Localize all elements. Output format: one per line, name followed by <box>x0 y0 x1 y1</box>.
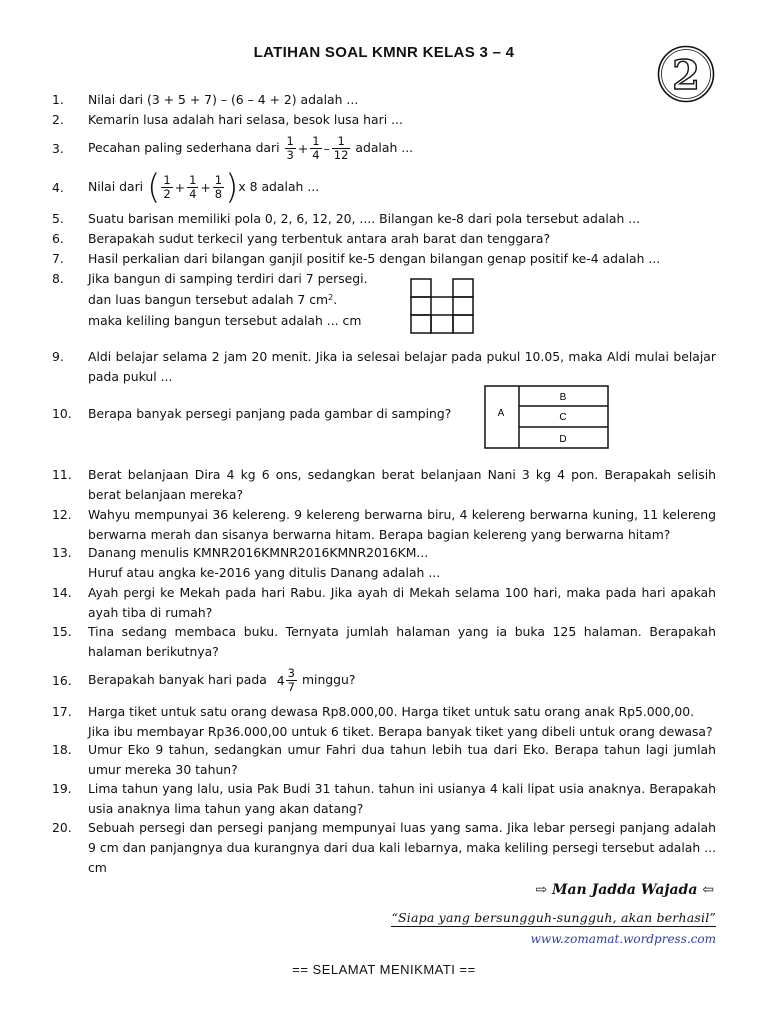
question-text: Sebuah persegi dan persegi panjang mempunyai luas yang sama. Jika lebar persegi panjang adalah 9 cm dan panjangnya dua kurangnya dari dua kali lebarnya, maka keliling persegi tersebut adalah ... cm <box>88 820 717 875</box>
question-text: Berapakah sudut terkecil yang terbentuk antara arah barat dan tenggara? <box>88 231 551 246</box>
question-number: 13. <box>52 545 72 560</box>
rectangles-figure <box>484 385 610 449</box>
question-13 <box>52 543 716 583</box>
question-number: 10. <box>52 406 72 421</box>
seven-squares-figure <box>410 278 474 335</box>
question-line: Harga tiket untuk satu orang dewasa Rp8.000,00. Harga tiket untuk satu orang anak Rp5.000,00. <box>88 704 695 719</box>
question-10 <box>52 404 716 424</box>
question-text: Pecahan paling sederhana dari <box>88 140 280 155</box>
question-line: Jika ibu membayar Rp36.000,00 untuk 6 tiket. Berapa banyak tiket yang dibeli untuk orang dewasa? <box>88 724 713 739</box>
question-9 <box>52 347 716 387</box>
question-number: 4. <box>52 180 64 195</box>
figure-label-c: C <box>559 412 567 423</box>
question-number: 5. <box>52 211 64 226</box>
question-14 <box>52 583 716 623</box>
question-19 <box>52 779 716 819</box>
question-15 <box>52 622 716 662</box>
question-number: 2. <box>52 112 64 127</box>
question-number: 19. <box>52 781 72 796</box>
fraction: $\frac{1}{12}$ <box>333 134 349 162</box>
website-link[interactable]: www.zomamat.wordpress.com <box>530 932 716 946</box>
closing-text: == SELAMAT MENIKMATI == <box>292 962 476 977</box>
question-line: Huruf atau angka ke-2016 yang ditulis Danang adalah ... <box>88 565 441 580</box>
question-number: 6. <box>52 231 64 246</box>
question-line: maka keliling bangun tersebut adalah ... cm <box>88 313 362 328</box>
question-number: 15. <box>52 624 72 639</box>
question-text: Hasil perkalian dari bilangan ganjil positif ke-5 dengan bilangan genap positif ke-4 adalah ... <box>88 251 661 266</box>
question-6 <box>52 229 716 249</box>
question-text-end: adalah ... <box>355 140 414 155</box>
question-17 <box>52 702 716 742</box>
question-18 <box>52 740 716 780</box>
question-number: 7. <box>52 251 64 266</box>
question-number: 8. <box>52 271 64 286</box>
question-text: Suatu barisan memiliki pola 0, 2, 6, 12, 20, .... Bilangan ke-8 dari pola tersebut adalah ... <box>88 211 641 226</box>
question-number: 14. <box>52 585 72 600</box>
question-2 <box>52 110 716 130</box>
question-text-end: x 8 adalah ... <box>238 179 320 194</box>
fraction: $\frac{1}{2}$ <box>163 173 171 201</box>
superscript: 2 <box>328 293 334 302</box>
question-number: 11. <box>52 467 72 482</box>
mixed-number-whole: 4 <box>276 672 285 688</box>
question-number: 16. <box>52 673 72 688</box>
question-16 <box>52 662 716 699</box>
question-7 <box>52 249 716 269</box>
fraction: $\frac{1}{3}$ <box>286 134 294 162</box>
question-text: Lima tahun yang lalu, usia Pak Budi 31 tahun. tahun ini usianya 4 kali lipat usia anaknya. Berapakah usia anaknya lima tahun yang akan datang? <box>88 781 716 816</box>
figure-label-d: D <box>559 434 567 445</box>
figure-label-b: B <box>559 392 567 403</box>
question-number: 3. <box>52 141 64 156</box>
page-title: LATIHAN SOAL KMNR KELAS 3 – 4 <box>253 44 515 61</box>
question-text: Aldi belajar selama 2 jam 20 menit. Jika ia selesai belajar pada pukul 10.05, maka Aldi mulai belajar pada pukul ... <box>88 349 716 384</box>
question-3: 3. Pecahan paling sederhana dari $\frac{1}{3}$ + $\frac{1}{4}$ – $\frac{1}{12}$ adalah ... <box>52 134 414 162</box>
question-text: Tina sedang membaca buku. Ternyata jumlah halaman yang ia buka 125 halaman. Berapakah halaman berikutnya? <box>88 624 716 659</box>
figure-label-a: A <box>497 408 505 419</box>
question-text: Kemarin lusa adalah hari selasa, besok lusa hari ... <box>88 112 403 127</box>
question-number: 17. <box>52 704 72 719</box>
fraction: $\frac{1}{4}$ <box>312 134 320 162</box>
question-text: Nilai dari <box>88 179 144 194</box>
question-number: 9. <box>52 349 64 364</box>
question-text: Ayah pergi ke Mekah pada hari Rabu. Jika ayah di Mekah selama 100 hari, maka pada hari apakah ayah tiba di rumah? <box>88 585 716 620</box>
question-text: Wahyu mempunyai 36 kelereng. 9 kelereng berwarna biru, 4 kelereng berwarna kuning, 11 kelereng berwarna merah dan sisanya berwarna hitam. Berapa bagian kelereng yang berwarna hitam? <box>88 507 716 542</box>
question-text: Nilai dari (3 + 5 + 7) – (6 – 4 + 2) adalah ... <box>88 92 359 107</box>
question-20 <box>52 818 716 878</box>
question-text: Umur Eko 9 tahun, sedangkan umur Fahri dua tahun lebih tua dari Eko. Berapa tahun lagi jumlah umur mereka 30 tahun? <box>88 742 716 777</box>
question-11 <box>52 465 716 505</box>
question-line: dan luas bangun tersebut adalah 7 cm <box>88 292 329 307</box>
fraction: $\frac{1}{8}$ <box>214 173 223 201</box>
question-number: 18. <box>52 742 72 757</box>
question-1 <box>52 90 716 110</box>
question-4: 4. Nilai dari ( $\frac{1}{2}$ + $\frac{1}{4}$ + $\frac{1}{8}$ )x 8 adalah ... <box>52 167 320 208</box>
question-number: 1. <box>52 92 64 107</box>
fraction: $\frac{1}{4}$ <box>189 173 197 201</box>
question-5 <box>52 209 716 229</box>
quote: “Siapa yang bersungguh-sungguh, akan berhasil” <box>391 910 716 925</box>
question-line: Danang menulis KMNR2016KMNR2016KMNR2016KM... <box>88 545 429 560</box>
question-text: Berapa banyak persegi panjang pada gambar di samping? <box>88 406 452 421</box>
motto: ⇨ Man Jadda Wajada ⇦ <box>535 882 714 898</box>
question-text: Berat belanjaan Dira 4 kg 6 ons, sedangkan berat belanjaan Nani 3 kg 4 pon. Berapakah selisih berat belanjaan mereka? <box>88 467 716 502</box>
question-12 <box>52 505 716 545</box>
question-line: Jika bangun di samping terdiri dari 7 persegi. <box>88 271 368 286</box>
question-text: Berapakah banyak hari pada <box>88 672 267 687</box>
fraction: $\frac{3}{7}$ <box>287 666 295 694</box>
question-number: 12. <box>52 507 72 522</box>
badge-number: 2 <box>672 52 700 99</box>
question-text-end: minggu? <box>301 672 356 687</box>
question-8: 8. Jika bangun di samping terdiri dari 7 persegi. dan luas bangun tersebut adalah 7 $cm^2$. maka keliling bangun tersebut adalah ... cm <box>52 269 412 331</box>
question-number: 20. <box>52 820 72 835</box>
